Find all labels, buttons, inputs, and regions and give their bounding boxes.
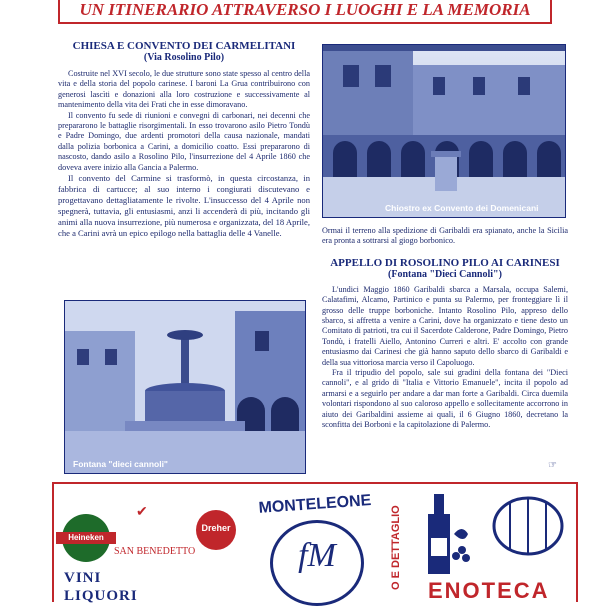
monteleone-label: MONTELEONE xyxy=(258,492,372,517)
section-carmelitani xyxy=(58,40,310,239)
section-subheading: (Fontana "Dieci Cannoli") xyxy=(388,268,502,280)
cloister-illustration xyxy=(323,45,565,217)
intro-paragraph: Ormai il terreno alla spedizione di Garibaldi era spianato, anche la Sicilia era pronta a sottrarsi al giogo borbonico. xyxy=(322,226,568,246)
dreher-logo xyxy=(196,510,236,550)
paragraph: L'undici Maggio 1860 Garibaldi sbarca a Marsala, occupa Salemi, Calatafimi, Alcamo, Partinico e punta su Palermo, per fronteggiare lì il grosso delle truppe borboniche. Intanto Rosolino Pilo, appreso dello sbarco, si affretta a venire a Carini, dove ha organizzato e tiene desto un Comitato di patrioti, tra cui il Sacerdote Calderone, Padre Domingo, Pietro Tondù, i fratelli Aiello, Antonino Curreri e altri. E' accolto con grande entusiasmo dai Carinesi che già hanno saputo dello sbarco di Garibaldi e della sua vittoriosa marcia verso il Capoluogo. xyxy=(322,284,568,367)
photo-chiostro xyxy=(322,44,566,218)
heineken-logo xyxy=(62,514,110,562)
section-heading: APPELLO DI ROSOLINO PILO AI CARINESI xyxy=(330,256,560,269)
monogram: fM xyxy=(298,537,336,574)
dettaglio-vertical xyxy=(386,488,406,598)
paragraph: Costruite nel XVI secolo, le due strutture sono state spesso al centro della vita e della storia del popolo carinese. I baroni La Grua contribuirono con generosi lascìti e donazioni alla loro costruzione e successivamente al mantenimento della vita dei Frati che in esse dimoravano. xyxy=(58,69,310,110)
monteleone-emblem xyxy=(240,492,390,602)
vini-label: VINI xyxy=(64,570,102,586)
wine-bottle-icon xyxy=(414,494,474,582)
paragraph: Fra il tripudio del popolo, sale sui gradini della fontana dei "Dieci cannoli", e al grido di "Italia e Vittorio Emanuele", incita il popolo ad armarsi e a seguirlo per andare a dar man forte a Garibaldi. Circa duemila volontari rispondono al suo caloroso appello e sollecitamente accorrono in aiuto dei Garibaldini assieme ai quali, il 6 Giugno 1860, decretano la sconfitta dei Borboni e la capitolazione di Palermo. xyxy=(322,368,568,430)
enoteca-label: ENOTECA xyxy=(428,578,550,603)
dreher-label: Dreher xyxy=(201,523,231,533)
liquori-label: LIQUORI xyxy=(64,588,138,604)
section-appello xyxy=(322,226,568,431)
monogram-circle xyxy=(270,520,364,606)
advertising-banner xyxy=(52,482,578,602)
paragraph: Il convento del Carmine si trasformò, in questa circostanza, in fabbrica di cartucce; al suo interno i congiurati discutevano e progettavano dettagliatamente le rivolte. L'insuccesso del 4 Aprile non spegnerà, tuttavia, gli entusiasmi, anzi li accenderà di più, incitando gli animi alla nuova insurrezione, più numerosa e organizzata, del 18 Aprile, che a Carini avrà un epico epilogo nella battaglia delle 4 Vanelle. xyxy=(58,173,310,239)
section-heading: CHIESA E CONVENTO DEI CARMELITANI xyxy=(72,40,296,52)
photo-fontana xyxy=(64,300,306,474)
swallow-icon: ✔ xyxy=(136,505,148,520)
photo-caption: Fontana "dieci cannoli" xyxy=(73,459,168,469)
section-subheading: (Via Rosolino Pilo) xyxy=(143,52,225,63)
photo-caption: Chiostro ex Convento dei Domenicani xyxy=(385,203,539,213)
fountain-illustration xyxy=(65,301,305,473)
heineken-label: Heineken xyxy=(56,532,116,544)
wine-barrel-icon xyxy=(490,494,566,558)
dettaglio-label: O E DETTAGLIO xyxy=(390,505,402,590)
sanbenedetto-logo: SAN BENEDETTO xyxy=(114,546,196,557)
page-title: UN ITINERARIO ATTRAVERSO I LUOGHI E LA MEMORIA xyxy=(58,0,552,24)
paragraph: Il convento fu sede di riunioni e convegni di carbonari, nei decenni che prepararono le battaglie risorgimentali. In esso trovarono asilo Pietro Tondù e Padre Domingo, due ardenti promotori della causa nazionale, mandati dalla polizia borbonica a Carini, a domicilio coatto. Essi prepararono di nascosto, dando asilo a Rosolino Pilo, l'insurrezione del 4 Aprile 1860 che doveva avere inizio alla Gancia a Palermo. xyxy=(58,110,310,172)
hand-pointer-icon: ☞ xyxy=(548,460,557,471)
